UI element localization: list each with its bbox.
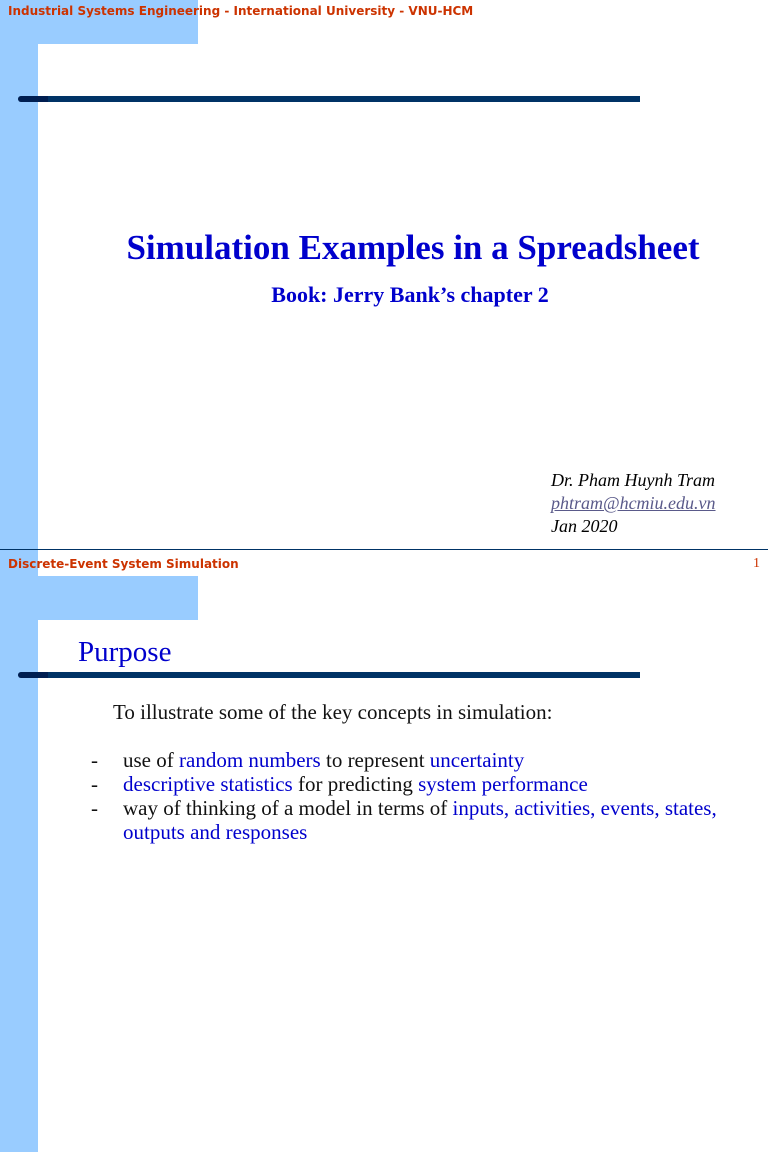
author-name: Dr. Pham Huynh Tram	[551, 470, 716, 490]
bullet-text: for predicting	[292, 772, 419, 796]
presentation-title: Simulation Examples in a Spreadsheet	[126, 228, 700, 267]
bullet-text: way of thinking of a model in terms of	[123, 796, 453, 820]
author-email-link[interactable]: phtram@hcmiu.edu.vn	[551, 493, 716, 513]
bullet-highlight: descriptive statistics	[123, 772, 293, 796]
footer-divider	[0, 549, 768, 550]
bullet-highlight: uncertainty	[429, 748, 525, 772]
bullet-text: use of	[123, 748, 179, 772]
frame-left-strip	[0, 576, 38, 1152]
slide-2	[0, 576, 768, 1152]
title-rule-bar	[18, 672, 640, 678]
bullet-item	[91, 748, 741, 772]
bullet-highlight: random numbers	[179, 748, 321, 772]
header-text: Industrial Systems Engineering - International University - VNU-HCM	[8, 4, 474, 18]
presentation-subtitle: Book: Jerry Bank’s chapter 2	[271, 282, 549, 307]
intro-text: To illustrate some of the key concepts in simulation:	[113, 700, 553, 724]
bullet-text: to represent	[320, 748, 430, 772]
slide-title: Purpose	[78, 636, 172, 668]
bullet-marker: -	[91, 796, 98, 820]
frame-top-tab	[0, 576, 198, 620]
title-rule-bar	[18, 96, 640, 102]
footer-text: Discrete-Event System Simulation	[8, 557, 239, 571]
bullet-marker: -	[91, 748, 98, 772]
page-number: 1	[753, 556, 760, 571]
bullet-item	[91, 772, 741, 796]
author-date: Jan 2020	[551, 516, 618, 536]
bullet-marker: -	[91, 772, 98, 796]
bullet-list	[91, 748, 741, 844]
bullet-highlight: system performance	[418, 772, 588, 796]
bullet-item	[91, 796, 741, 844]
author-block	[551, 469, 716, 538]
bullet-highlight: inputs, activities, events, states, outputs and responses	[123, 796, 717, 844]
